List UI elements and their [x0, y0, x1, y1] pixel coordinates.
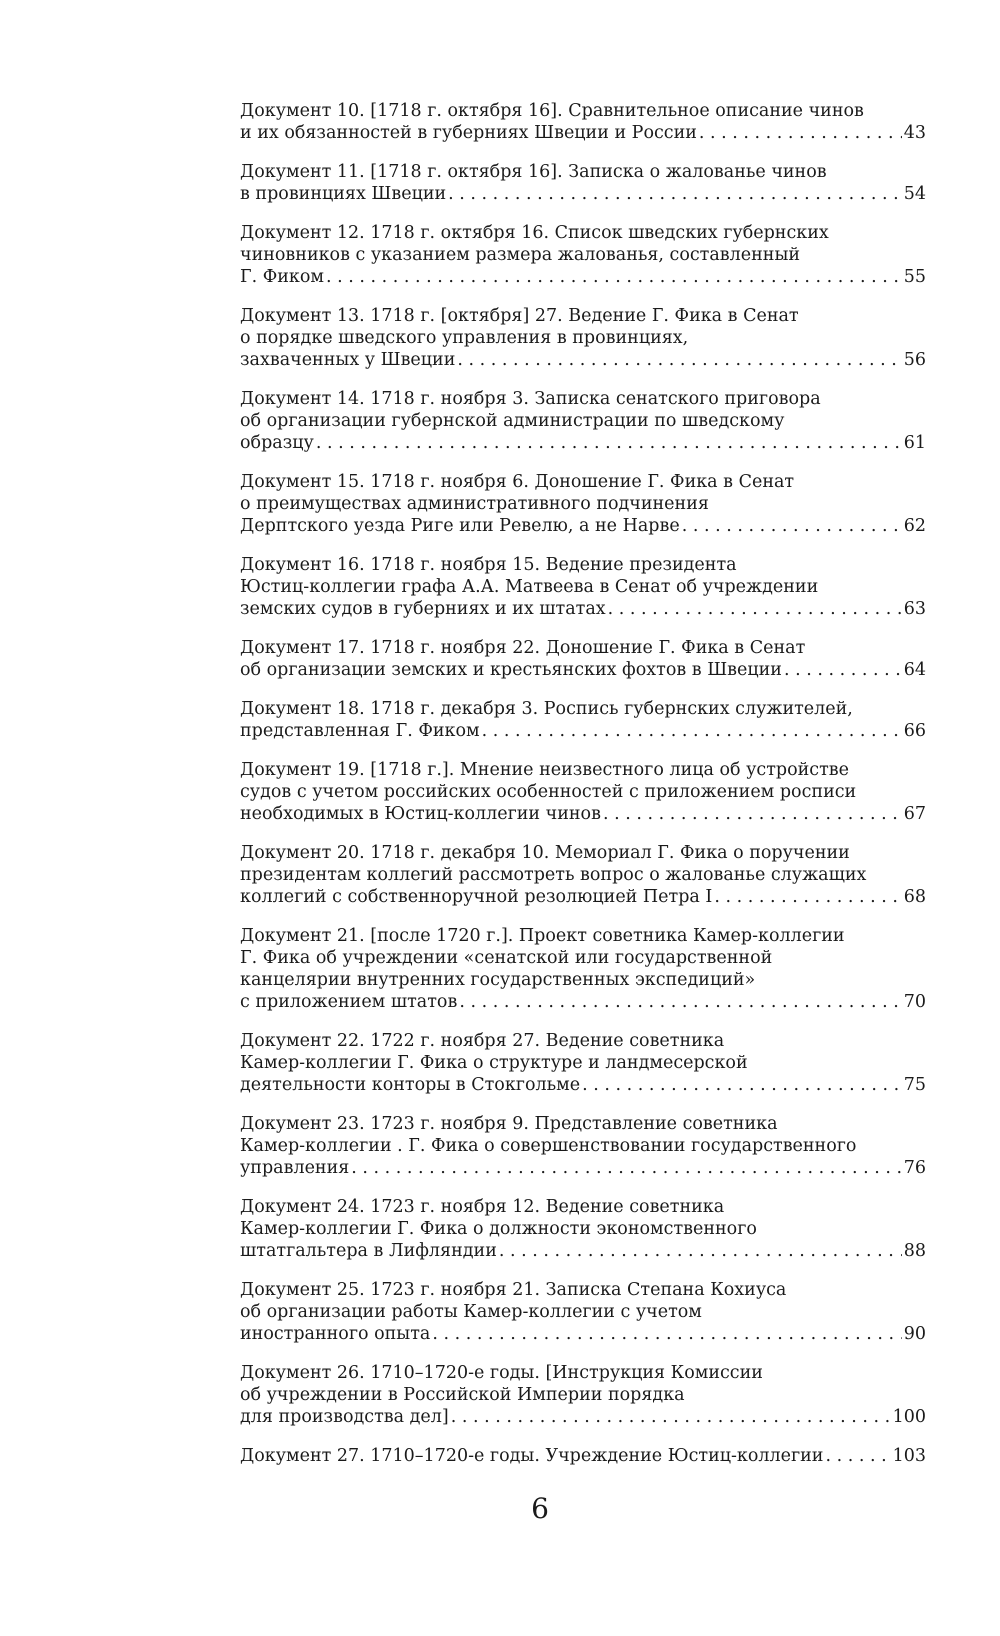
toc-entry-line: Документ 19. [1718 г.]. Мнение неизвестного лица об устройстве — [240, 760, 849, 780]
dot-leader — [784, 659, 902, 681]
toc-entry — [240, 554, 926, 620]
toc-entry — [240, 637, 926, 681]
toc-entry — [240, 1030, 926, 1096]
toc-entry-line: об организации земских и крестьянских фохтов в Швеции — [240, 660, 782, 680]
dot-leader — [326, 266, 902, 288]
toc-entry-line: Документ 18. 1718 г. декабря 3. Роспись губернских служителей, — [240, 699, 853, 719]
toc-entry — [240, 305, 926, 371]
toc-page-number: 103 — [892, 1446, 926, 1466]
toc-page-number: 100 — [892, 1407, 926, 1427]
toc-entry-line: Г. Фиком — [240, 267, 324, 287]
toc-entry-line: Документ 12. 1718 г. октября 16. Список шведских губернских — [240, 223, 829, 243]
dot-leader — [714, 886, 901, 908]
toc-entry-line: Документ 20. 1718 г. декабря 10. Мемориал Г. Фика о поручении — [240, 843, 850, 863]
toc-entry-final-line — [240, 720, 926, 742]
toc-page-number: 66 — [903, 721, 926, 741]
toc-entry-line: президентам коллегий рассмотреть вопрос о жалованье служащих — [240, 865, 867, 885]
toc-page-number: 62 — [903, 516, 926, 536]
toc-entry-line: Документ 11. [1718 г. октября 16]. Записка о жалованье чинов — [240, 162, 827, 182]
toc-entry-line: Документ 22. 1722 г. ноября 27. Ведение советника — [240, 1031, 725, 1051]
dot-leader — [448, 183, 902, 205]
dot-leader — [451, 1406, 891, 1428]
toc-entry-line: иностранного опыта — [240, 1324, 431, 1344]
toc-entry-line: Камер-коллегии Г. Фика о должности экономственного — [240, 1219, 757, 1239]
dot-leader — [316, 432, 902, 454]
toc-entry — [240, 1196, 926, 1262]
dot-leader — [482, 720, 902, 742]
toc-entry — [240, 925, 926, 1013]
toc-entry-final-line — [240, 349, 926, 371]
toc-entry-line: об учреждении в Российской Империи порядка — [240, 1385, 685, 1405]
toc-entry-final-line — [240, 803, 926, 825]
dot-leader — [499, 1240, 902, 1262]
toc-entry-line: о преимуществах административного подчинения — [240, 494, 709, 514]
toc-entry-final-line — [240, 183, 926, 205]
toc-entry-final-line — [240, 1323, 926, 1345]
toc-entry-line: образцу — [240, 433, 314, 453]
toc-entry-line: представленная Г. Фиком — [240, 721, 480, 741]
toc-entry-final-line — [240, 1445, 926, 1467]
toc-entry-line: необходимых в Юстиц-коллегии чинов — [240, 804, 601, 824]
toc-entry-final-line — [240, 886, 926, 908]
toc-entry-line: о порядке шведского управления в провинциях, — [240, 328, 689, 348]
toc-entry-line: судов с учетом российских особенностей с приложением росписи — [240, 782, 857, 802]
toc-entry-final-line — [240, 659, 926, 681]
toc-entry-line: Камер-коллегии Г. Фика о структуре и ландмесерской — [240, 1053, 748, 1073]
dot-leader — [457, 349, 901, 371]
dot-leader — [699, 122, 902, 144]
toc-entry-final-line — [240, 515, 926, 537]
toc-entry — [240, 1445, 926, 1467]
toc-entry-final-line — [240, 598, 926, 620]
dot-leader — [603, 803, 902, 825]
toc-entry — [240, 842, 926, 908]
toc-page-number: 63 — [903, 599, 926, 619]
toc-entry — [240, 161, 926, 205]
toc-entry-final-line — [240, 432, 926, 454]
toc-entry-line: Документ 16. 1718 г. ноября 15. Ведение президента — [240, 555, 737, 575]
toc-page-number: 76 — [903, 1158, 926, 1178]
toc-page-number: 64 — [903, 660, 926, 680]
dot-leader — [432, 1323, 901, 1345]
toc-entry-line: земских судов в губерниях и их штатах — [240, 599, 606, 619]
toc-entry-line: Документ 24. 1723 г. ноября 12. Ведение советника — [240, 1197, 725, 1217]
dot-leader — [582, 1074, 902, 1096]
toc-page-number: 68 — [903, 887, 926, 907]
toc-entry-line: об организации работы Камер-коллегии с учетом — [240, 1302, 702, 1322]
toc-entry-final-line — [240, 1240, 926, 1262]
toc-entry-line: и их обязанностей в губерниях Швеции и России — [240, 123, 697, 143]
toc-entry-final-line — [240, 1406, 926, 1428]
toc-page-number: 75 — [903, 1075, 926, 1095]
toc-entry-line: Г. Фика об учреждении «сенатской или государственной — [240, 948, 773, 968]
toc-entry-final-line — [240, 1074, 926, 1096]
toc-entry-final-line — [240, 122, 926, 144]
dot-leader — [825, 1445, 890, 1467]
toc-entry-line: Дерптского уезда Риге или Ревелю, а не Нарве — [240, 516, 680, 536]
toc-page-number: 56 — [903, 350, 926, 370]
toc-entry-final-line — [240, 1157, 926, 1179]
toc-page-number: 90 — [903, 1324, 926, 1344]
toc-page-number: 61 — [903, 433, 926, 453]
toc-entry-line: коллегий с собственноручной резолюцией Петра I — [240, 887, 713, 907]
toc-page-number: 67 — [903, 804, 926, 824]
toc-entry-line: Документ 10. [1718 г. октября 16]. Сравнительное описание чинов — [240, 101, 864, 121]
toc-entry-line: канцелярии внутренних государственных экспедиций» — [240, 970, 756, 990]
table-of-contents — [240, 100, 926, 1484]
toc-entry-line: Документ 27. 1710–1720-е годы. Учреждение Юстиц-коллегии — [240, 1446, 824, 1466]
toc-page-number: 43 — [903, 123, 926, 143]
toc-page-number: 54 — [903, 184, 926, 204]
toc-entry-line: в провинциях Швеции — [240, 184, 447, 204]
toc-page-number: 55 — [903, 267, 926, 287]
toc-entry-line: Документ 23. 1723 г. ноября 9. Представление советника — [240, 1114, 778, 1134]
toc-entry-line: Документ 17. 1718 г. ноября 22. Доношение Г. Фика в Сенат — [240, 638, 806, 658]
page-number: 6 — [531, 1492, 549, 1525]
toc-entry-line: чиновников с указанием размера жалованья, составленный — [240, 245, 801, 265]
toc-entry-line: для производства дел] — [240, 1407, 449, 1427]
toc-entry-line: с приложением штатов — [240, 992, 458, 1012]
toc-page-number: 70 — [903, 992, 926, 1012]
toc-entry — [240, 1279, 926, 1345]
toc-entry — [240, 388, 926, 454]
toc-entry-final-line — [240, 266, 926, 288]
toc-entry — [240, 1113, 926, 1179]
toc-entry-line: Документ 21. [после 1720 г.]. Проект советника Камер-коллегии — [240, 926, 845, 946]
toc-entry-line: деятельности конторы в Стокгольме — [240, 1075, 581, 1095]
toc-entry — [240, 1362, 926, 1428]
toc-entry — [240, 222, 926, 288]
dot-leader — [682, 515, 902, 537]
toc-entry-line: Документ 14. 1718 г. ноября 3. Записка сенатского приговора — [240, 389, 821, 409]
toc-entry-line: штатгальтера в Лифляндии — [240, 1241, 497, 1261]
dot-leader — [459, 991, 901, 1013]
toc-entry-line: об организации губернской администрации по шведскому — [240, 411, 785, 431]
toc-entry-line: Документ 25. 1723 г. ноября 21. Записка Степана Кохиуса — [240, 1280, 787, 1300]
toc-entry-final-line — [240, 991, 926, 1013]
toc-entry — [240, 100, 926, 144]
toc-entry — [240, 759, 926, 825]
toc-entry — [240, 471, 926, 537]
toc-entry-line: захваченных у Швеции — [240, 350, 456, 370]
toc-entry-line: Камер-коллегии . Г. Фика о совершенствовании государственного — [240, 1136, 857, 1156]
dot-leader — [351, 1157, 901, 1179]
toc-page-number: 88 — [903, 1241, 926, 1261]
toc-entry-line: Юстиц-коллегии графа А.А. Матвеева в Сенат об учреждении — [240, 577, 819, 597]
toc-entry-line: Документ 26. 1710–1720-е годы. [Инструкция Комиссии — [240, 1363, 763, 1383]
dot-leader — [608, 598, 902, 620]
toc-entry-line: Документ 13. 1718 г. [октября] 27. Ведение Г. Фика в Сенат — [240, 306, 799, 326]
toc-entry-line: управления — [240, 1158, 350, 1178]
toc-entry — [240, 698, 926, 742]
toc-entry-line: Документ 15. 1718 г. ноября 6. Доношение Г. Фика в Сенат — [240, 472, 795, 492]
